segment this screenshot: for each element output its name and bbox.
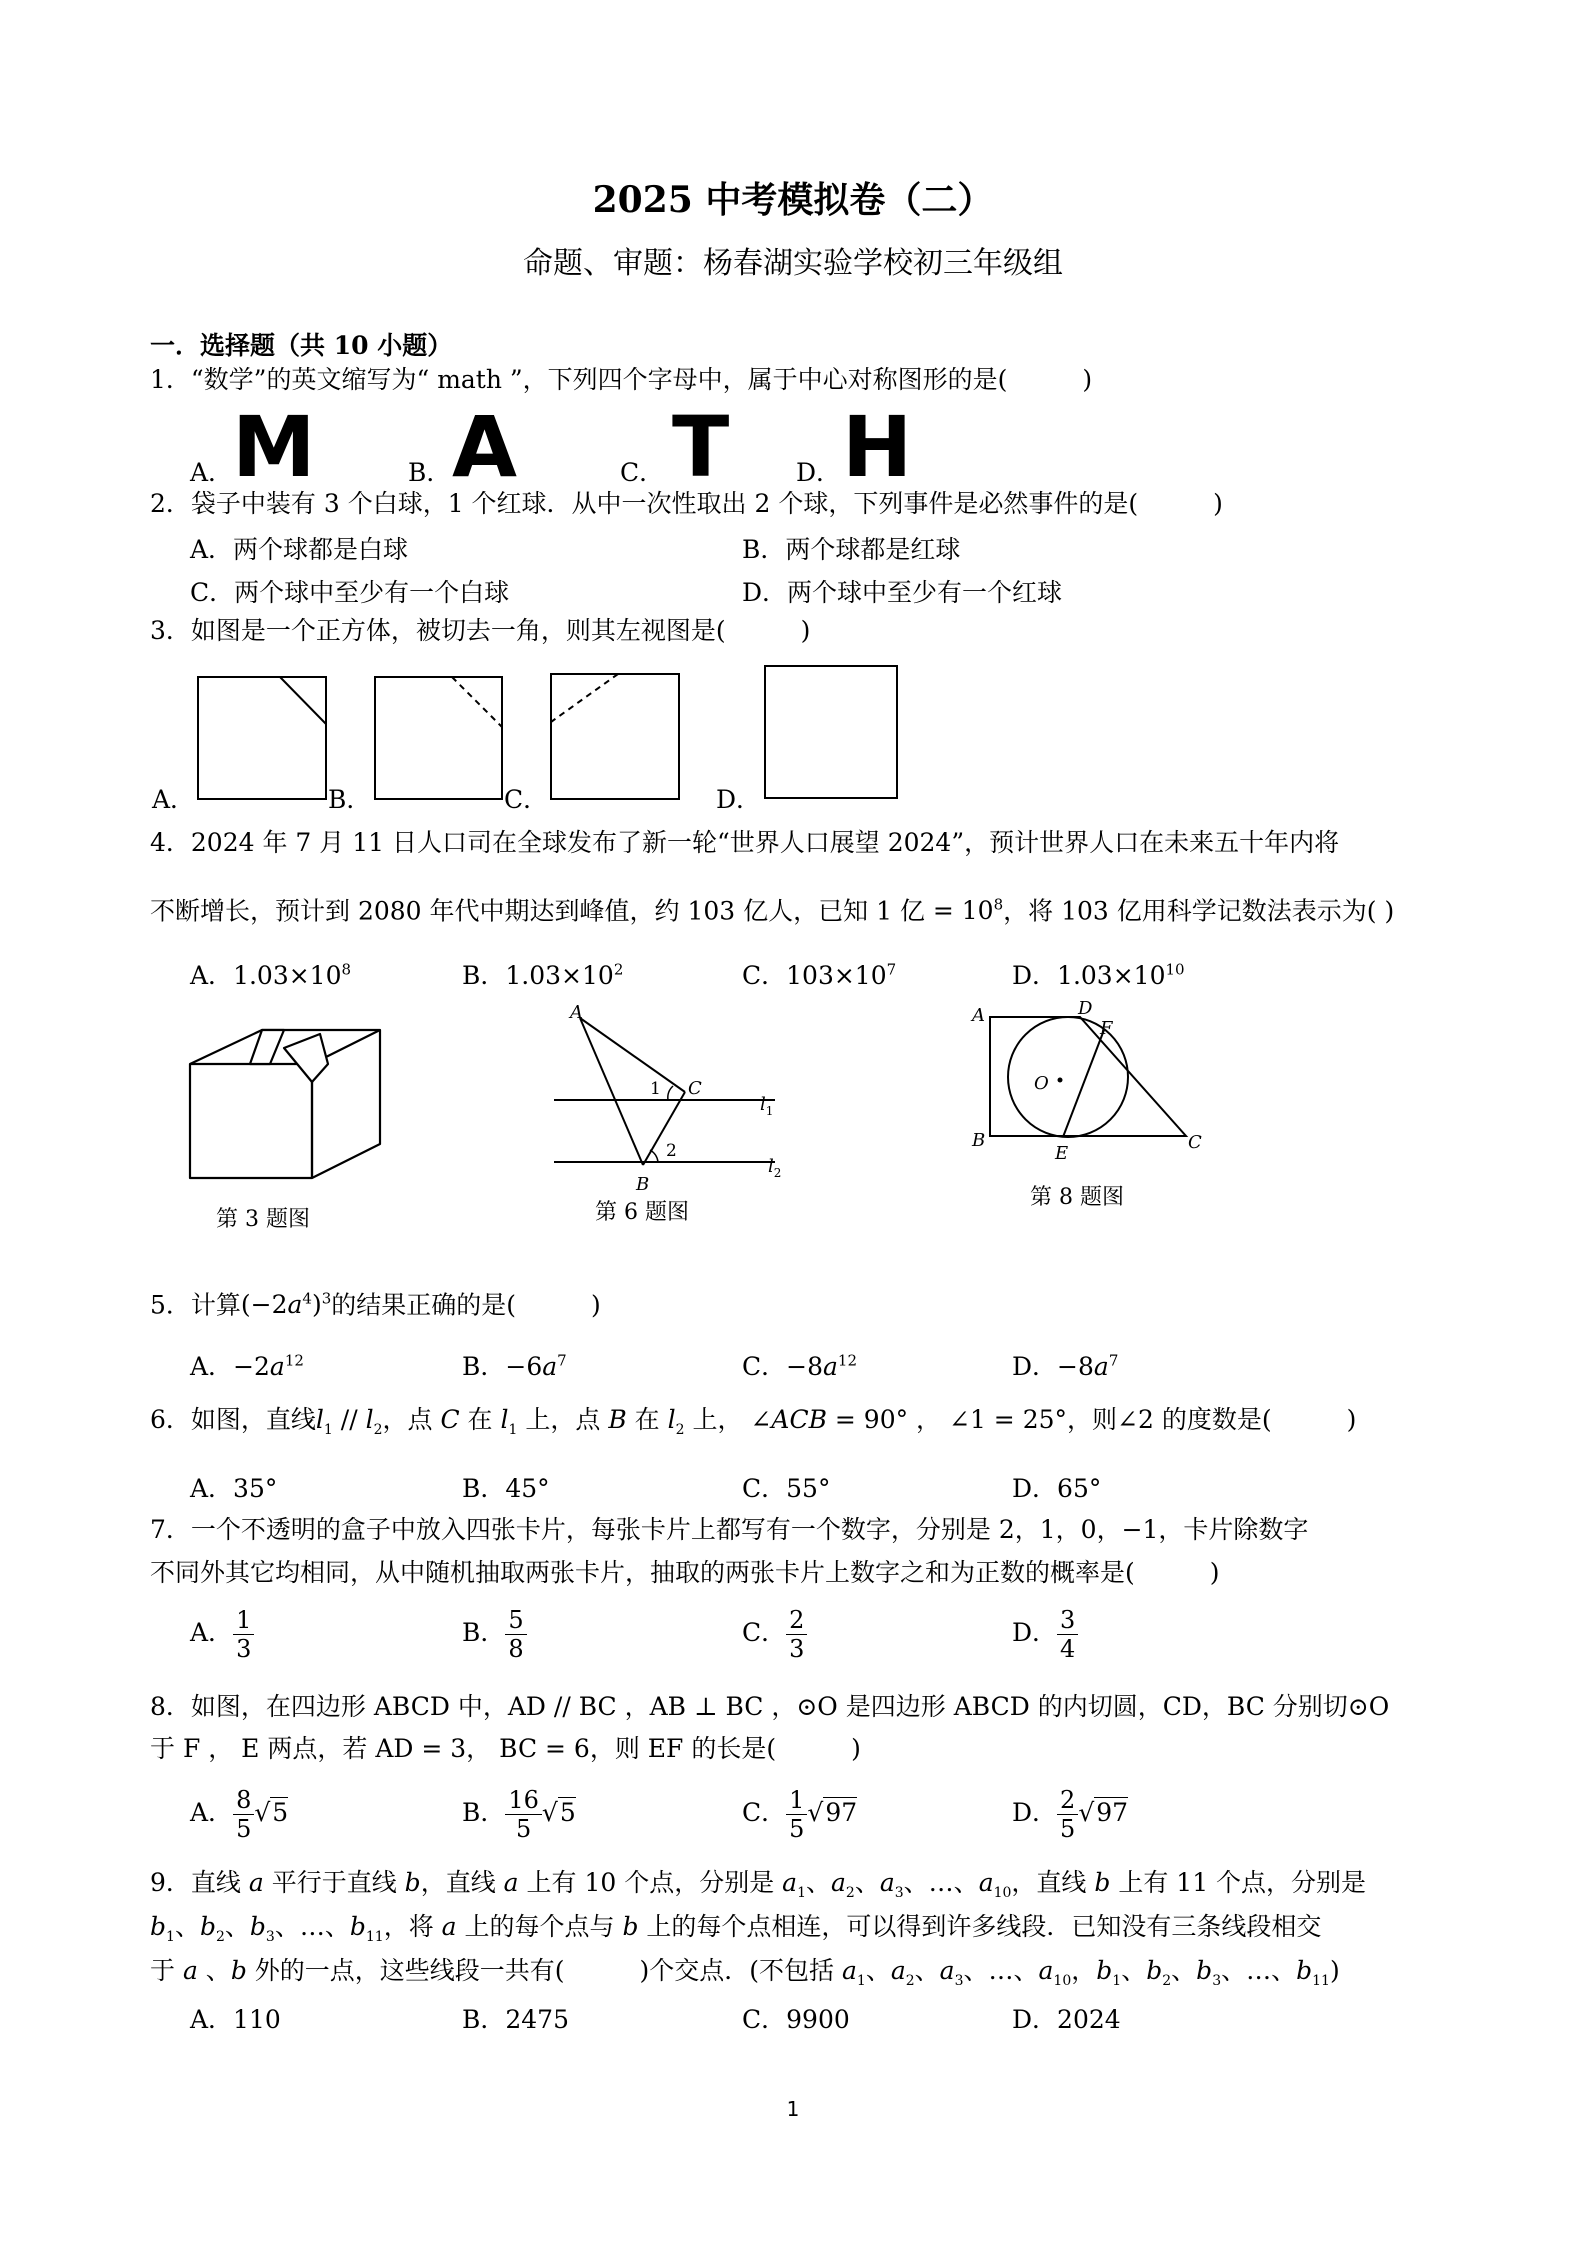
q5-formula: $(-2a^4)^3$: [240, 1290, 332, 1320]
q7-fraction-d: $\frac{3}{4}$: [1057, 1606, 1078, 1663]
q5-option-b: B．$-6a^7$: [462, 1351, 567, 1381]
q9-line1: 9．直线 a 平行于直线 b，直线 a 上有 10 个点，分别是 $a_1$、$a_2$、$a_3$、…、$a_{10}$，直线 b 上有 11 个点，分别是: [150, 1868, 1367, 1901]
fig6-label-l2: $l_2$: [768, 1156, 782, 1180]
q1-letter-h: H: [842, 398, 913, 496]
fig8-label-b: B: [972, 1130, 986, 1151]
q6-option-b: B．45°: [462, 1474, 550, 1503]
q8-option-b: B． $\frac{16}{5}$ √5: [462, 1786, 576, 1843]
fig3-caption: 第 3 题图: [216, 1207, 310, 1232]
q1-option-b-label: B．: [408, 458, 452, 487]
fig8-label-o: O: [1034, 1073, 1049, 1094]
q3-stem: 3．如图是一个正方体，被切去一角，则其左视图是( ): [150, 616, 811, 645]
page-title: 2025 中考模拟卷（二）: [592, 179, 994, 221]
q7-option-b: B． $\frac{5}{8}$: [462, 1606, 527, 1663]
q4-option-c: C．$103\times 10^7$: [742, 960, 897, 990]
q2-option-d: D．两个球中至少有一个红球: [742, 578, 1063, 607]
q7-option-c: C． $\frac{2}{3}$: [742, 1606, 807, 1663]
q5-option-c: C．$-8a^{12}$: [742, 1351, 857, 1381]
q1-letter-t: T: [672, 398, 730, 496]
q4-line2-start: 不断增长，预计到 2080 年代中期达到峰值，约 103 亿人，已知 1 亿: [150, 896, 925, 926]
q1-option-c-label: C．: [620, 458, 665, 487]
q4-option-a: A．$1.03\times 10^8$: [190, 960, 352, 990]
q7-fraction-c: $\frac{2}{3}$: [786, 1606, 807, 1663]
q3-label-d: D．: [716, 785, 762, 814]
q1-stem: 1．“数学”的英文缩写为“ math ”，下列四个字母中，属于中心对称图形的是( ): [150, 365, 1093, 394]
fig8-label-a: A: [972, 1005, 985, 1026]
q8-option-c: C． $\frac{1}{5}$ √97: [742, 1786, 858, 1843]
fig8-quadrilateral: [990, 1017, 1186, 1136]
q1-option-a-label: A．: [190, 458, 234, 487]
q7-option-d: D． $\frac{3}{4}$: [1012, 1606, 1078, 1663]
q4-option-d: D．$1.03\times 10^{10}$: [1012, 960, 1185, 990]
q3-label-b: B．: [328, 785, 372, 814]
q5-stem: 5．计算$(-2a^4)^3$的结果正确的是( ): [150, 1290, 601, 1320]
q4-option-b: B．$1.03\times 10^2$: [462, 960, 624, 990]
q8-line1: 8．如图，在四边形 ABCD 中，AD // BC ，AB ⊥ BC ，⊙O 是四边形 ABCD 的内切圆，CD，BC 分别切⊙O: [150, 1692, 1390, 1721]
fig8-label-f: F: [1100, 1018, 1113, 1039]
q9-option-b: B．2475: [462, 2005, 569, 2034]
fig8-label-d: D: [1078, 998, 1093, 1019]
section-heading: 一．选择题（共 10 小题）: [150, 331, 453, 360]
q6-option-a: A．35°: [190, 1474, 278, 1503]
fig6-label-c: C: [688, 1078, 702, 1099]
q2-option-b: B．两个球都是红球: [742, 535, 961, 564]
q9-option-a: A．110: [190, 2005, 281, 2034]
q9-line3: 于 a 、b 外的一点，这些线段一共有( )个交点．(不包括 $a_1$、$a_2$、$a_3$、…、$a_{10}$，$b_1$、$b_2$、$b_3$、…、$b_{11}$): [150, 1956, 1340, 1989]
q9-option-c: C．9900: [742, 2005, 850, 2034]
q2-option-a: A．两个球都是白球: [190, 535, 409, 564]
q9-option-d: D．2024: [1012, 2005, 1121, 2034]
q8-line2: 于 F ， E 两点，若 AD = 3， BC = 6，则 EF 的长是( ): [150, 1734, 861, 1763]
q6-option-d: D．65°: [1012, 1474, 1102, 1503]
fig8-caption: 第 8 题图: [1030, 1185, 1124, 1210]
q2-stem: 2．袋子中装有 3 个白球，1 个红球．从中一次性取出 2 个球，下列事件是必然事件的是( ): [150, 489, 1223, 518]
q3-label-c: C．: [504, 785, 549, 814]
fig6-angle-1: 1: [650, 1079, 661, 1099]
q8-option-a: A． $\frac{8}{5}$ √5: [190, 1786, 289, 1843]
q4-line1: 4．2024 年 7 月 11 日人口司在全球发布了新一轮“世界人口展望 2024”，预计世界人口在未来五十年内将: [150, 828, 1340, 857]
q1-letter-a: A: [452, 398, 518, 496]
q4-eq-formula: = $10^8$: [924, 896, 1004, 926]
fig8-label-c: C: [1188, 1132, 1202, 1153]
fig8-label-e: E: [1055, 1143, 1069, 1164]
q6-stem: 6．如图，直线$l_1 // l_2$，点 C 在 $l_1$ 上，点 B 在 $l_2$ 上， ∠ACB = 90° ， ∠1 = 25°，则∠2 的度数是( ): [150, 1405, 1357, 1438]
fig6-label-b: B: [636, 1174, 650, 1195]
q5-option-a: A．$-2a^{12}$: [190, 1351, 304, 1381]
q1-option-d-label: D．: [796, 458, 842, 487]
q5-option-d: D．$-8a^7$: [1012, 1351, 1119, 1381]
fig8-segment-ef: [1063, 1030, 1104, 1137]
fig6-angle-2: 2: [666, 1141, 677, 1161]
q6-conditions: $l_1 // l_2$，点 C 在 $l_1$ 上，点 B 在 $l_2$ 上， ∠ACB = 90° ， ∠1 = 25°: [315, 1405, 1068, 1438]
fig6-label-l1: $l_1$: [760, 1094, 774, 1118]
page-number: 1: [786, 2097, 800, 2121]
q7-option-a: A． $\frac{1}{3}$: [190, 1606, 254, 1663]
q7-line1: 7．一个不透明的盒子中放入四张卡片，每张卡片上都写有一个数字，分别是 2，1，0，−1，卡片除数字: [150, 1515, 1309, 1544]
q6-option-c: C．55°: [742, 1474, 831, 1503]
q7-fraction-a: $\frac{1}{3}$: [233, 1606, 254, 1663]
q9-line2: $b_1$、$b_2$、$b_3$、…、$b_{11}$，将 a 上的每个点与 b 上的每个点相连，可以得到许多线段．已知没有三条线段相交: [150, 1912, 1322, 1945]
fig6-caption: 第 6 题图: [595, 1200, 689, 1225]
q8-option-d: D． $\frac{2}{5}$ √97: [1012, 1786, 1129, 1843]
fig6-label-a: A: [570, 1002, 583, 1023]
q3-label-a: A．: [152, 785, 196, 814]
page-subtitle: 命题、审题：杨春湖实验学校初三年级组: [523, 246, 1063, 281]
q1-letter-m: M: [232, 398, 316, 496]
q2-option-c: C．两个球中至少有一个白球: [190, 578, 510, 607]
q7-line2: 不同外其它均相同，从中随机抽取两张卡片，抽取的两张卡片上数字之和为正数的概率是( ): [150, 1558, 1220, 1587]
q7-fraction-b: $\frac{5}{8}$: [505, 1606, 526, 1663]
q4-line2-end: ，将 103 亿用科学记数法表示为( ): [1003, 896, 1395, 926]
